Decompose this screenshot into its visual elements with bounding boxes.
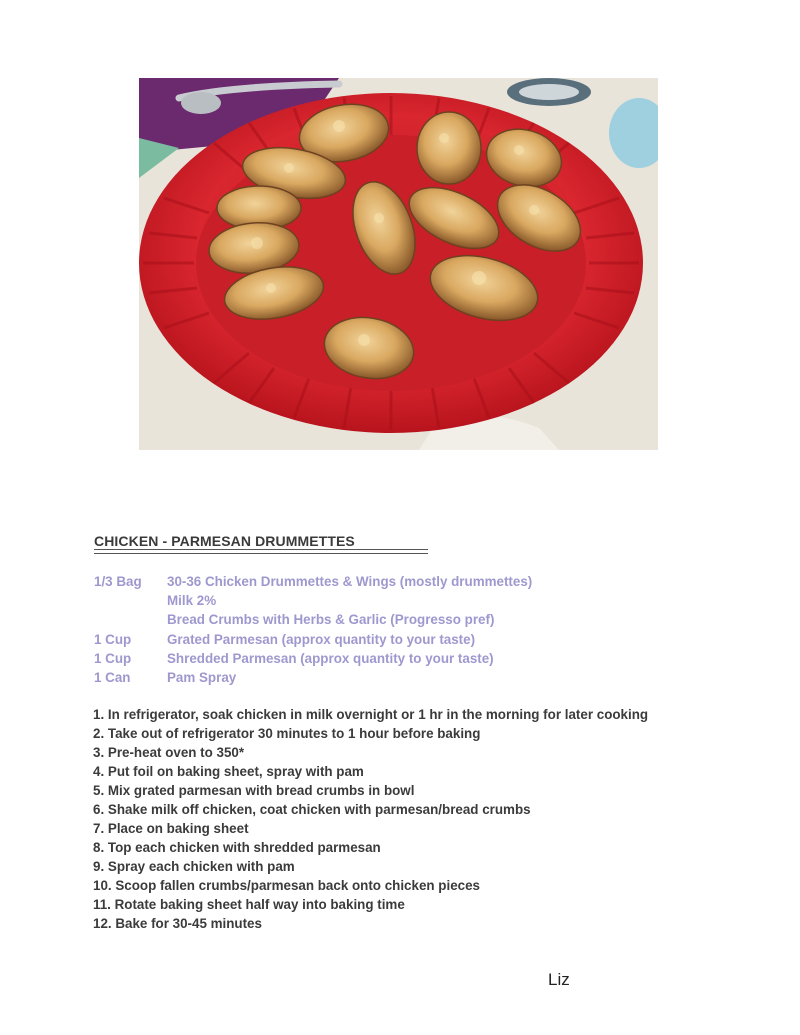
ingredient-row	[94, 610, 734, 629]
ingredients-list	[94, 572, 734, 687]
ingredient-row	[94, 591, 734, 610]
chicken-plate-photo	[139, 78, 658, 450]
instruction-step: 2. Take out of refrigerator 30 minutes to 1 hour before baking	[93, 726, 481, 741]
recipe-photo	[139, 78, 658, 450]
ingredient-item: Pam Spray	[167, 669, 237, 685]
ingredient-item: 30-36 Chicken Drummettes & Wings (mostly drummettes)	[167, 574, 533, 589]
recipe-title-container	[94, 533, 355, 549]
instruction-step: 5. Mix grated parmesan with bread crumbs in bowl	[93, 783, 415, 798]
instruction-step: 4. Put foil on baking sheet, spray with pam	[93, 764, 364, 779]
instruction-step: 10. Scoop fallen crumbs/parmesan back onto chicken pieces	[93, 878, 480, 893]
ingredient-item: Shredded Parmesan (approx quantity to your taste)	[167, 650, 494, 666]
ingredient-row	[94, 630, 734, 649]
ingredient-qty: 1 Can	[94, 669, 131, 685]
instructions-list	[93, 705, 753, 933]
ingredient-qty: 1 Cup	[94, 631, 132, 647]
instruction-step: 8. Top each chicken with shredded parmesan	[93, 840, 381, 855]
instruction-step: 7. Place on baking sheet	[93, 821, 249, 836]
ingredient-item: Bread Crumbs with Herbs & Garlic (Progresso pref)	[167, 612, 495, 628]
ingredient-row	[94, 649, 734, 668]
instruction-step: 9. Spray each chicken with pam	[93, 859, 295, 874]
ingredient-item: Grated Parmesan (approx quantity to your taste)	[167, 631, 476, 647]
title-underline	[94, 549, 428, 554]
ingredient-row	[94, 572, 734, 591]
instruction-step: 6. Shake milk off chicken, coat chicken with parmesan/bread crumbs	[93, 802, 531, 817]
ingredient-row	[94, 668, 734, 687]
ingredient-qty: 1/3 Bag	[94, 574, 142, 589]
instruction-step: 11. Rotate baking sheet half way into baking time	[93, 897, 405, 912]
recipe-title: CHICKEN - PARMESAN DRUMMETTES	[94, 533, 355, 549]
instruction-step: 1. In refrigerator, soak chicken in milk overnight or 1 hr in the morning for later cooking	[93, 707, 649, 722]
author-signature: Liz	[548, 970, 570, 989]
instruction-step: 12. Bake for 30-45 minutes	[93, 916, 262, 931]
instruction-step: 3. Pre-heat oven to 350*	[93, 745, 245, 760]
ingredient-item: Milk 2%	[167, 593, 217, 609]
ingredient-qty: 1 Cup	[94, 650, 132, 666]
